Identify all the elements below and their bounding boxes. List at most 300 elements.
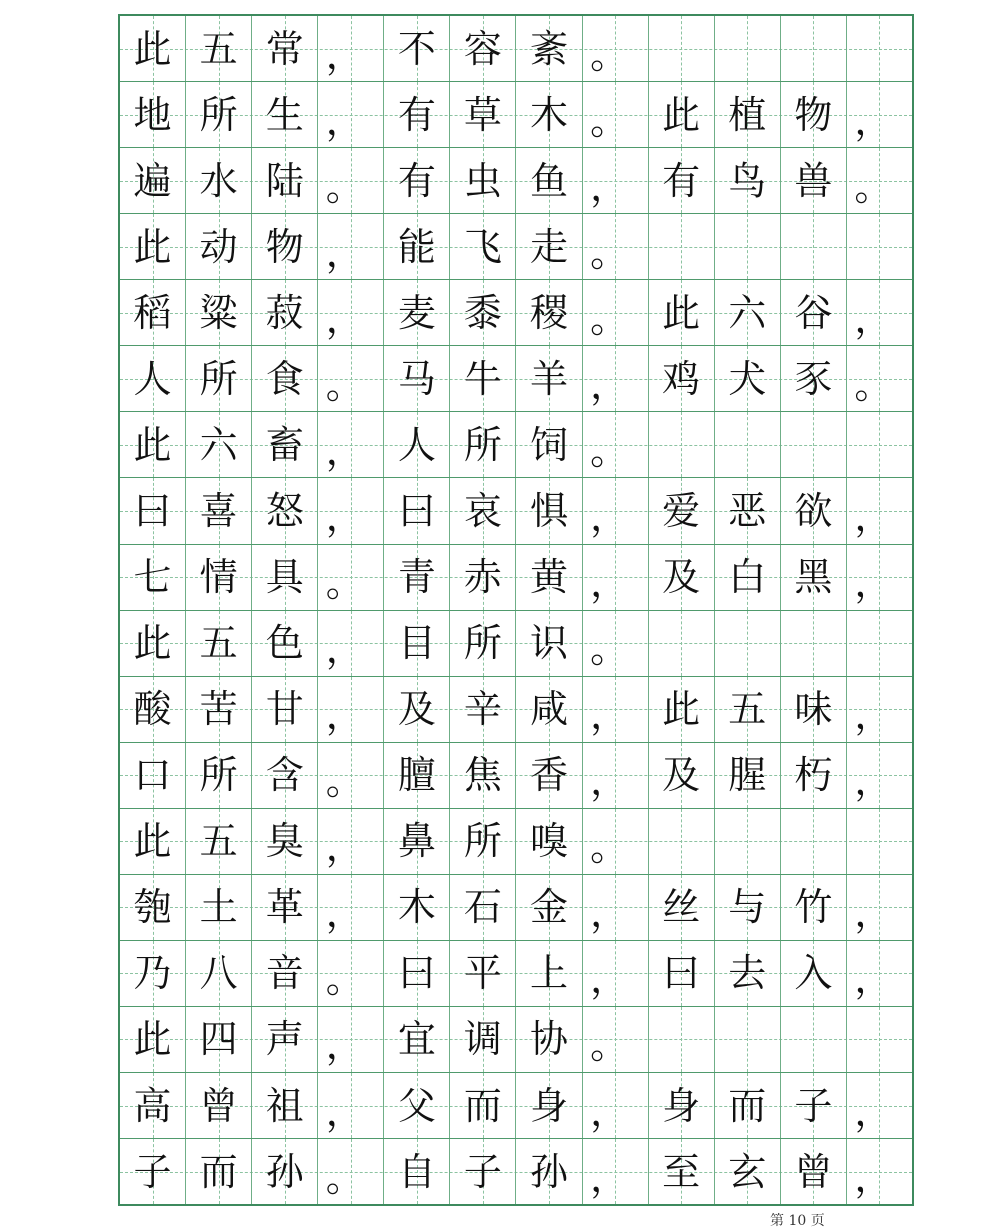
punctuation-char: ， xyxy=(325,230,364,275)
character: 平 xyxy=(463,951,502,996)
grid-cell xyxy=(384,478,450,543)
punctuation-char: ， xyxy=(325,693,364,738)
grid-cell xyxy=(186,1073,252,1138)
punctuation-char: ， xyxy=(590,561,629,606)
punctuation-char: ， xyxy=(854,693,893,738)
grid-cell xyxy=(781,16,847,81)
grid-cell xyxy=(450,941,516,1006)
character: 自 xyxy=(397,1149,436,1194)
grid-row xyxy=(120,478,912,544)
character: 白 xyxy=(728,555,767,600)
character: 羊 xyxy=(530,356,569,401)
grid-row xyxy=(120,82,912,148)
grid-cell xyxy=(384,412,450,477)
grid-row xyxy=(120,1139,912,1204)
grid-row xyxy=(120,875,912,941)
punctuation-char: 。 xyxy=(325,1155,364,1200)
character: 曰 xyxy=(662,951,701,996)
grid-cell xyxy=(252,280,318,345)
character: 腥 xyxy=(728,753,767,798)
grid-cell xyxy=(318,875,384,940)
grid-cell xyxy=(252,941,318,1006)
grid-cell xyxy=(583,1007,649,1072)
grid-cell xyxy=(516,875,582,940)
character: 酸 xyxy=(133,687,172,732)
grid-cell xyxy=(384,82,450,147)
punctuation-char: ， xyxy=(325,296,364,341)
grid-cell xyxy=(252,412,318,477)
grid-cell xyxy=(781,478,847,543)
grid-cell xyxy=(715,412,781,477)
grid-cell xyxy=(450,346,516,411)
character: 所 xyxy=(463,422,502,467)
grid-cell xyxy=(384,280,450,345)
character: 六 xyxy=(199,422,238,467)
character: 曰 xyxy=(397,951,436,996)
grid-cell xyxy=(252,82,318,147)
grid-cell xyxy=(186,16,252,81)
character: 而 xyxy=(463,1083,502,1128)
grid-cell xyxy=(516,346,582,411)
grid-cell xyxy=(252,743,318,808)
grid-cell xyxy=(649,16,715,81)
grid-cell xyxy=(781,611,847,676)
grid-cell xyxy=(186,677,252,742)
character: 而 xyxy=(199,1149,238,1194)
grid-cell xyxy=(847,82,912,147)
character: 孙 xyxy=(530,1149,569,1194)
punctuation-char: 。 xyxy=(325,759,364,804)
character: 木 xyxy=(397,885,436,930)
grid-cell xyxy=(384,743,450,808)
grid-cell xyxy=(847,809,912,874)
grid-cell xyxy=(384,611,450,676)
character: 人 xyxy=(133,356,172,401)
character: 牛 xyxy=(463,356,502,401)
character: 喜 xyxy=(199,488,238,533)
punctuation-char: 。 xyxy=(325,561,364,606)
character: 物 xyxy=(794,92,833,137)
character: 有 xyxy=(662,158,701,203)
grid-cell xyxy=(715,214,781,279)
grid-cell xyxy=(120,280,186,345)
character: 四 xyxy=(199,1017,238,1062)
grid-cell xyxy=(649,82,715,147)
character: 所 xyxy=(463,621,502,666)
character: 陆 xyxy=(265,158,304,203)
character: 上 xyxy=(530,951,569,996)
grid-cell xyxy=(120,1007,186,1072)
grid-cell xyxy=(450,1139,516,1204)
character: 水 xyxy=(199,158,238,203)
grid-cell xyxy=(781,1139,847,1204)
character: 五 xyxy=(199,819,238,864)
punctuation-char: ， xyxy=(325,1023,364,1068)
grid-cell xyxy=(649,743,715,808)
character: 所 xyxy=(463,819,502,864)
grid-cell xyxy=(186,545,252,610)
grid-cell xyxy=(120,1139,186,1204)
grid-cell xyxy=(252,346,318,411)
grid-row xyxy=(120,809,912,875)
character: 所 xyxy=(199,753,238,798)
character: 黄 xyxy=(530,555,569,600)
grid-cell xyxy=(450,478,516,543)
character: 咸 xyxy=(530,687,569,732)
grid-cell xyxy=(715,346,781,411)
character: 紊 xyxy=(530,26,569,71)
grid-cell xyxy=(715,1007,781,1072)
character: 曾 xyxy=(794,1149,833,1194)
punctuation-char: ， xyxy=(325,494,364,539)
grid-cell xyxy=(120,743,186,808)
grid-cell xyxy=(186,148,252,213)
grid-cell xyxy=(450,611,516,676)
character: 此 xyxy=(133,1017,172,1062)
grid-cell xyxy=(186,82,252,147)
character: 生 xyxy=(265,92,304,137)
grid-row xyxy=(120,611,912,677)
grid-cell xyxy=(450,148,516,213)
grid-cell xyxy=(847,148,912,213)
grid-cell xyxy=(516,412,582,477)
character: 高 xyxy=(133,1083,172,1128)
grid-cell xyxy=(583,412,649,477)
grid-cell xyxy=(715,743,781,808)
grid-cell xyxy=(318,545,384,610)
grid-cell xyxy=(847,214,912,279)
grid-row xyxy=(120,1073,912,1139)
character: 人 xyxy=(397,422,436,467)
grid-cell xyxy=(120,82,186,147)
grid-cell xyxy=(715,82,781,147)
grid-cell xyxy=(516,214,582,279)
grid-cell xyxy=(252,1073,318,1138)
grid-cell xyxy=(516,148,582,213)
character: 竹 xyxy=(794,885,833,930)
grid-cell xyxy=(318,346,384,411)
character: 子 xyxy=(463,1149,502,1194)
character: 此 xyxy=(133,621,172,666)
character: 子 xyxy=(794,1083,833,1128)
grid-cell xyxy=(516,809,582,874)
grid-cell xyxy=(450,16,516,81)
grid-cell xyxy=(252,16,318,81)
grid-cell xyxy=(384,1073,450,1138)
grid-cell xyxy=(120,1073,186,1138)
punctuation-char: ， xyxy=(854,957,893,1002)
punctuation-char: 。 xyxy=(590,428,629,473)
character: 去 xyxy=(728,951,767,996)
punctuation-char: ， xyxy=(590,957,629,1002)
grid-cell xyxy=(450,875,516,940)
grid-cell xyxy=(847,677,912,742)
grid-cell xyxy=(186,1139,252,1204)
grid-cell xyxy=(583,82,649,147)
grid-cell xyxy=(384,214,450,279)
grid-cell xyxy=(715,545,781,610)
grid-cell xyxy=(715,611,781,676)
grid-cell xyxy=(781,1007,847,1072)
grid-cell xyxy=(847,346,912,411)
grid-cell xyxy=(516,82,582,147)
character: 木 xyxy=(530,92,569,137)
character: 匏 xyxy=(133,885,172,930)
character: 嗅 xyxy=(530,819,569,864)
grid-cell xyxy=(516,280,582,345)
character: 与 xyxy=(728,885,767,930)
grid-cell xyxy=(583,1139,649,1204)
character: 食 xyxy=(265,356,304,401)
punctuation-char: 。 xyxy=(590,296,629,341)
grid-cell xyxy=(583,743,649,808)
grid-cell xyxy=(583,280,649,345)
grid-cell xyxy=(120,214,186,279)
grid-cell xyxy=(649,875,715,940)
grid-cell xyxy=(318,1007,384,1072)
grid-cell xyxy=(186,611,252,676)
grid-cell xyxy=(318,280,384,345)
grid-cell xyxy=(252,875,318,940)
grid-cell xyxy=(318,1073,384,1138)
character: 此 xyxy=(662,290,701,335)
character: 黑 xyxy=(794,555,833,600)
grid-cell xyxy=(384,1007,450,1072)
grid-cell xyxy=(450,1073,516,1138)
grid-cell xyxy=(516,478,582,543)
grid-row xyxy=(120,941,912,1007)
punctuation-char: 。 xyxy=(325,362,364,407)
grid-cell xyxy=(583,545,649,610)
punctuation-char: 。 xyxy=(590,230,629,275)
grid-cell xyxy=(384,677,450,742)
grid-cell xyxy=(516,743,582,808)
character: 此 xyxy=(133,26,172,71)
grid-cell xyxy=(781,82,847,147)
character: 七 xyxy=(133,555,172,600)
grid-cell xyxy=(715,1139,781,1204)
grid-cell xyxy=(715,875,781,940)
character: 色 xyxy=(265,621,304,666)
character: 具 xyxy=(265,555,304,600)
grid-cell xyxy=(715,16,781,81)
punctuation-char: ， xyxy=(325,98,364,143)
grid-cell xyxy=(516,16,582,81)
punctuation-char: 。 xyxy=(325,957,364,1002)
grid-cell xyxy=(186,478,252,543)
grid-cell xyxy=(450,412,516,477)
grid-cell xyxy=(583,478,649,543)
character: 焦 xyxy=(463,753,502,798)
punctuation-char: ， xyxy=(590,1155,629,1200)
grid-cell xyxy=(781,941,847,1006)
character: 此 xyxy=(133,422,172,467)
grid-cell xyxy=(847,1007,912,1072)
character: 目 xyxy=(397,621,436,666)
character: 稷 xyxy=(530,290,569,335)
grid-row xyxy=(120,1007,912,1073)
grid-cell xyxy=(715,478,781,543)
grid-cell xyxy=(450,82,516,147)
grid-cell xyxy=(847,478,912,543)
grid-cell xyxy=(186,1007,252,1072)
grid-cell xyxy=(120,941,186,1006)
punctuation-char: 。 xyxy=(590,98,629,143)
grid-cell xyxy=(252,677,318,742)
grid-cell xyxy=(583,677,649,742)
grid-cell xyxy=(252,478,318,543)
character: 声 xyxy=(265,1017,304,1062)
grid-cell xyxy=(318,941,384,1006)
character: 麦 xyxy=(397,290,436,335)
grid-cell xyxy=(252,1007,318,1072)
grid-cell xyxy=(781,214,847,279)
grid-cell xyxy=(120,16,186,81)
grid-cell xyxy=(318,412,384,477)
grid-cell xyxy=(649,1007,715,1072)
punctuation-char: ， xyxy=(590,759,629,804)
grid-cell xyxy=(781,148,847,213)
grid-cell xyxy=(120,412,186,477)
punctuation-char: ， xyxy=(325,1089,364,1134)
grid-cell xyxy=(384,148,450,213)
grid-cell xyxy=(516,677,582,742)
grid-cell xyxy=(186,941,252,1006)
character: 曰 xyxy=(133,488,172,533)
punctuation-char: ， xyxy=(325,32,364,77)
character: 此 xyxy=(662,92,701,137)
grid-cell xyxy=(649,478,715,543)
character: 豕 xyxy=(794,356,833,401)
grid-cell xyxy=(781,743,847,808)
character: 入 xyxy=(794,951,833,996)
grid-cell xyxy=(252,545,318,610)
grid-row xyxy=(120,280,912,346)
grid-cell xyxy=(847,875,912,940)
grid-cell xyxy=(847,545,912,610)
punctuation-char: ， xyxy=(325,825,364,870)
grid-cell xyxy=(120,611,186,676)
grid-cell xyxy=(847,280,912,345)
grid-cell xyxy=(781,809,847,874)
grid-row xyxy=(120,346,912,412)
character: 恶 xyxy=(728,488,767,533)
character: 孙 xyxy=(265,1149,304,1194)
character: 饲 xyxy=(530,422,569,467)
grid-cell xyxy=(583,941,649,1006)
grid-cell xyxy=(120,809,186,874)
punctuation-char: 。 xyxy=(854,362,893,407)
grid-cell xyxy=(649,280,715,345)
character: 怒 xyxy=(265,488,304,533)
character: 赤 xyxy=(463,555,502,600)
character: 祖 xyxy=(265,1083,304,1128)
character: 臭 xyxy=(265,819,304,864)
character: 粱 xyxy=(199,290,238,335)
grid-cell xyxy=(781,545,847,610)
character: 朽 xyxy=(794,753,833,798)
punctuation-char: ， xyxy=(590,164,629,209)
character: 容 xyxy=(463,26,502,71)
grid-cell xyxy=(847,412,912,477)
character: 动 xyxy=(199,224,238,269)
grid-row xyxy=(120,412,912,478)
grid-cell xyxy=(252,148,318,213)
grid-cell xyxy=(186,412,252,477)
punctuation-char: ， xyxy=(590,362,629,407)
grid-cell xyxy=(120,148,186,213)
grid-cell xyxy=(186,875,252,940)
grid-cell xyxy=(781,875,847,940)
grid-cell xyxy=(649,677,715,742)
grid-cell xyxy=(847,743,912,808)
grid-cell xyxy=(450,677,516,742)
grid-cell xyxy=(649,412,715,477)
character: 五 xyxy=(728,687,767,732)
character: 鸟 xyxy=(728,158,767,203)
grid-cell xyxy=(120,346,186,411)
grid-cell xyxy=(781,280,847,345)
character: 情 xyxy=(199,555,238,600)
grid-cell xyxy=(516,1073,582,1138)
grid-cell xyxy=(649,1073,715,1138)
character: 菽 xyxy=(265,290,304,335)
grid-cell xyxy=(384,875,450,940)
grid-cell xyxy=(649,809,715,874)
grid-cell xyxy=(318,16,384,81)
grid-row xyxy=(120,677,912,743)
character: 有 xyxy=(397,158,436,203)
punctuation-char: ， xyxy=(854,98,893,143)
character: 五 xyxy=(199,26,238,71)
character: 哀 xyxy=(463,488,502,533)
grid-cell xyxy=(120,875,186,940)
grid-cell xyxy=(186,809,252,874)
punctuation-char: ， xyxy=(325,627,364,672)
character: 此 xyxy=(133,224,172,269)
grid-cell xyxy=(318,677,384,742)
character: 地 xyxy=(133,92,172,137)
punctuation-char: ， xyxy=(854,296,893,341)
character: 八 xyxy=(199,951,238,996)
grid-cell xyxy=(384,545,450,610)
grid-cell xyxy=(649,611,715,676)
grid-cell xyxy=(847,1073,912,1138)
punctuation-char: 。 xyxy=(590,1023,629,1068)
grid-cell xyxy=(583,1073,649,1138)
grid-cell xyxy=(450,280,516,345)
grid-cell xyxy=(715,941,781,1006)
grid-cell xyxy=(384,941,450,1006)
grid-cell xyxy=(583,148,649,213)
grid-cell xyxy=(649,346,715,411)
grid-cell xyxy=(318,809,384,874)
character: 所 xyxy=(199,92,238,137)
character: 植 xyxy=(728,92,767,137)
grid-cell xyxy=(583,875,649,940)
grid-cell xyxy=(384,1139,450,1204)
grid-cell xyxy=(450,214,516,279)
character: 谷 xyxy=(794,290,833,335)
grid-cell xyxy=(715,280,781,345)
punctuation-char: ， xyxy=(854,494,893,539)
character: 调 xyxy=(463,1017,502,1062)
practice-grid-sheet xyxy=(118,14,914,1206)
grid-cell xyxy=(384,809,450,874)
grid-cell xyxy=(583,214,649,279)
grid-cell xyxy=(252,1139,318,1204)
character: 鸡 xyxy=(662,356,701,401)
